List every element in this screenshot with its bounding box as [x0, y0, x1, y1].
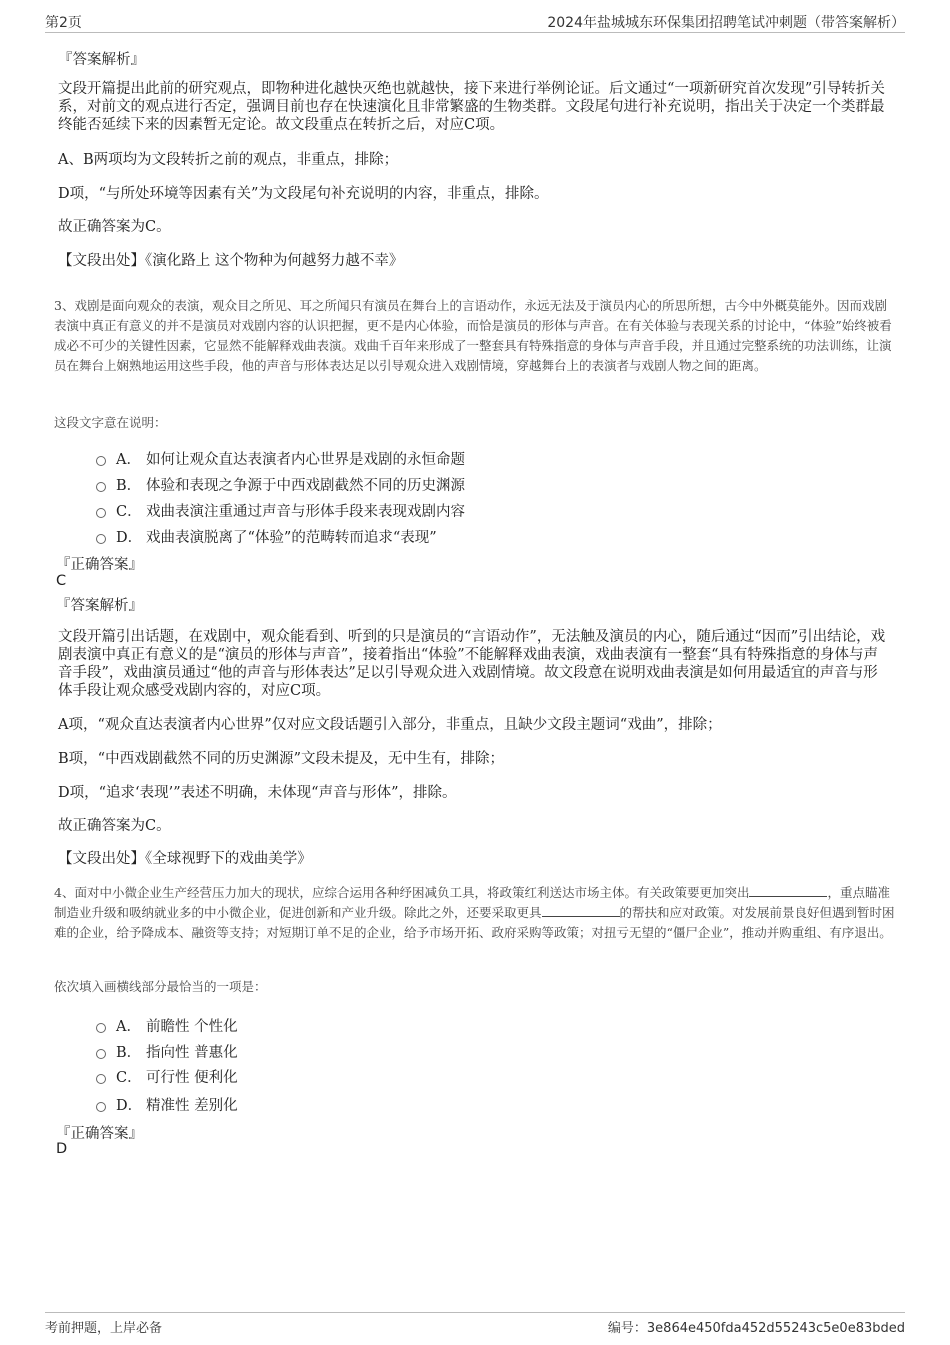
analysis-conclusion: 故正确答案为C。 [58, 219, 171, 235]
radio-icon[interactable] [96, 1102, 106, 1112]
radio-icon[interactable] [96, 1023, 106, 1033]
question-4-text: 4、面对中小微企业生产经营压力加大的现状，应综合运用各种纾困减负工具，将政策红利送达市场主体。有关政策要更加突出 ，重点瞄准制造业升级和吸纳就业多的中小微企业，促进创新和产业升级。除此之外，还要采取更具 的帮扶和应对政策。对发展前景良好但遇到暂时困难的企业，给予降成本、融资等支持；对短期订单不足的企业，给予市场开拓、政府采购等政策；对扭亏无望的“僵尸企业”，推动并购重组、有序退出。 [54, 885, 895, 940]
q4-option-d[interactable]: D． 精准性 差别化 [96, 1094, 238, 1115]
analysis-text: 文段开篇引出话题，在戏剧中，观众能看到、听到的只是演员的“言语动作”，无法触及演员的内心，随后通过“因而”引出结论，戏剧表演中真正有意义的是“演员的形体与声音”，接着指出“体验”不能解释戏曲表演，戏曲表演有一整套“具有特殊指意的身体与声音手段”，戏曲演员通过“他的声音与形体表达”足以引导观众进入戏剧情境。故文段意在说明戏曲表演是如何用最适宜的声音与形体手段让观众感受戏剧内容的，对应C项。 [58, 629, 886, 699]
analysis-note-b: B项，“中西戏剧截然不同的历史渊源”文段未提及，无中生有，排除； [58, 751, 504, 767]
analysis-note-ab: A、B两项均为文段转折之前的观点，非重点，排除； [58, 152, 399, 168]
fill-blank-1 [749, 884, 827, 897]
q3-option-d[interactable]: D． 戏曲表演脱离了“体验”的范畴转而追求“表现” [96, 526, 437, 547]
page-number: 第2页 [45, 15, 82, 31]
analysis-note-d: D项，“追求‘表现’”表述不明确，未体现“声音与形体”，排除。 [58, 785, 457, 801]
question-3-text: 3、戏剧是面向观众的表演，观众目之所见、耳之所闻只有演员在舞台上的言语动作，永远无法及于演员内心的所思所想，古今中外概莫能外。因而戏剧表演中真正有意义的并不是演员对戏剧内容的认识把握，更不是内心体验，而恰是演员的形体与声音。在有关体验与表现关系的讨论中，“体验”始终被看成必不可少的关键性因素，它显然不能解释戏曲表演。戏曲千百年来形成了一整套具有特殊指意的身体与声音手段，并且通过完整系统的功法训练，让演员在舞台上娴熟地运用这些手段，他的声音与形体表达足以引导观众进入戏剧情境，穿越舞台上的表演者与戏剧人物之间的距离。 [54, 298, 892, 373]
answer-label: 『正确答案』 [56, 557, 143, 573]
radio-icon[interactable] [96, 534, 106, 544]
analysis-conclusion: 故正确答案为C。 [58, 818, 171, 834]
analysis-label: 『答案解析』 [58, 52, 145, 68]
analysis-text: 文段开篇提出此前的研究观点，即物种进化越快灭绝也就越快，接下来进行举例论证。后文通过“一项新研究首次发现”引导转折关系，对前文的观点进行否定，强调目前也存在快速演化且非常繁盛的生物类群。文段尾句进行补充说明，指出关于决定一个类群最终能否延续下来的因素暂无定论。故文段重点在转折之后，对应C项。 [58, 81, 885, 133]
page-footer [45, 1312, 905, 1337]
q3-option-b[interactable]: B． 体验和表现之争源于中西戏剧截然不同的历史渊源 [96, 474, 465, 495]
q4-option-a[interactable]: A． 前瞻性 个性化 [96, 1015, 238, 1036]
radio-icon[interactable] [96, 1049, 106, 1059]
answer-value: D [56, 1141, 68, 1157]
footer-slogan: 考前押题，上岸必备 [45, 1321, 163, 1336]
text-source: 【文段出处】《全球视野下的戏曲美学》 [58, 851, 312, 867]
answer-value: C [56, 573, 67, 589]
document-title: 2024年盐城城东环保集团招聘笔试冲刺题（带答案解析） [547, 15, 905, 31]
radio-icon[interactable] [96, 508, 106, 518]
page-header [45, 12, 905, 33]
document-id: 编号：3e864e450fda452d55243c5e0e83bded [607, 1321, 905, 1336]
analysis-label: 『答案解析』 [56, 598, 143, 614]
radio-icon[interactable] [96, 1074, 106, 1084]
analysis-note-d: D项，“与所处环境等因素有关”为文段尾句补充说明的内容，非重点，排除。 [58, 186, 549, 202]
analysis-note-a: A项，“观众直达表演者内心世界”仅对应文段话题引入部分，非重点，且缺少文段主题词“戏曲”，排除； [58, 717, 722, 733]
question-3-stem: 这段文字意在说明： [54, 415, 167, 430]
radio-icon[interactable] [96, 456, 106, 466]
question-4-stem: 依次填入画横线部分最恰当的一项是： [54, 979, 267, 994]
q3-option-c[interactable]: C． 戏曲表演注重通过声音与形体手段来表现戏剧内容 [96, 500, 465, 521]
fill-blank-2 [542, 904, 620, 917]
text-source: 【文段出处】《演化路上 这个物种为何越努力越不幸》 [58, 253, 404, 269]
q4-option-c[interactable]: C． 可行性 便利化 [96, 1066, 238, 1087]
q4-option-b[interactable]: B． 指向性 普惠化 [96, 1041, 238, 1062]
answer-label: 『正确答案』 [56, 1126, 143, 1142]
q3-option-a[interactable]: A． 如何让观众直达表演者内心世界是戏剧的永恒命题 [96, 448, 465, 469]
radio-icon[interactable] [96, 482, 106, 492]
